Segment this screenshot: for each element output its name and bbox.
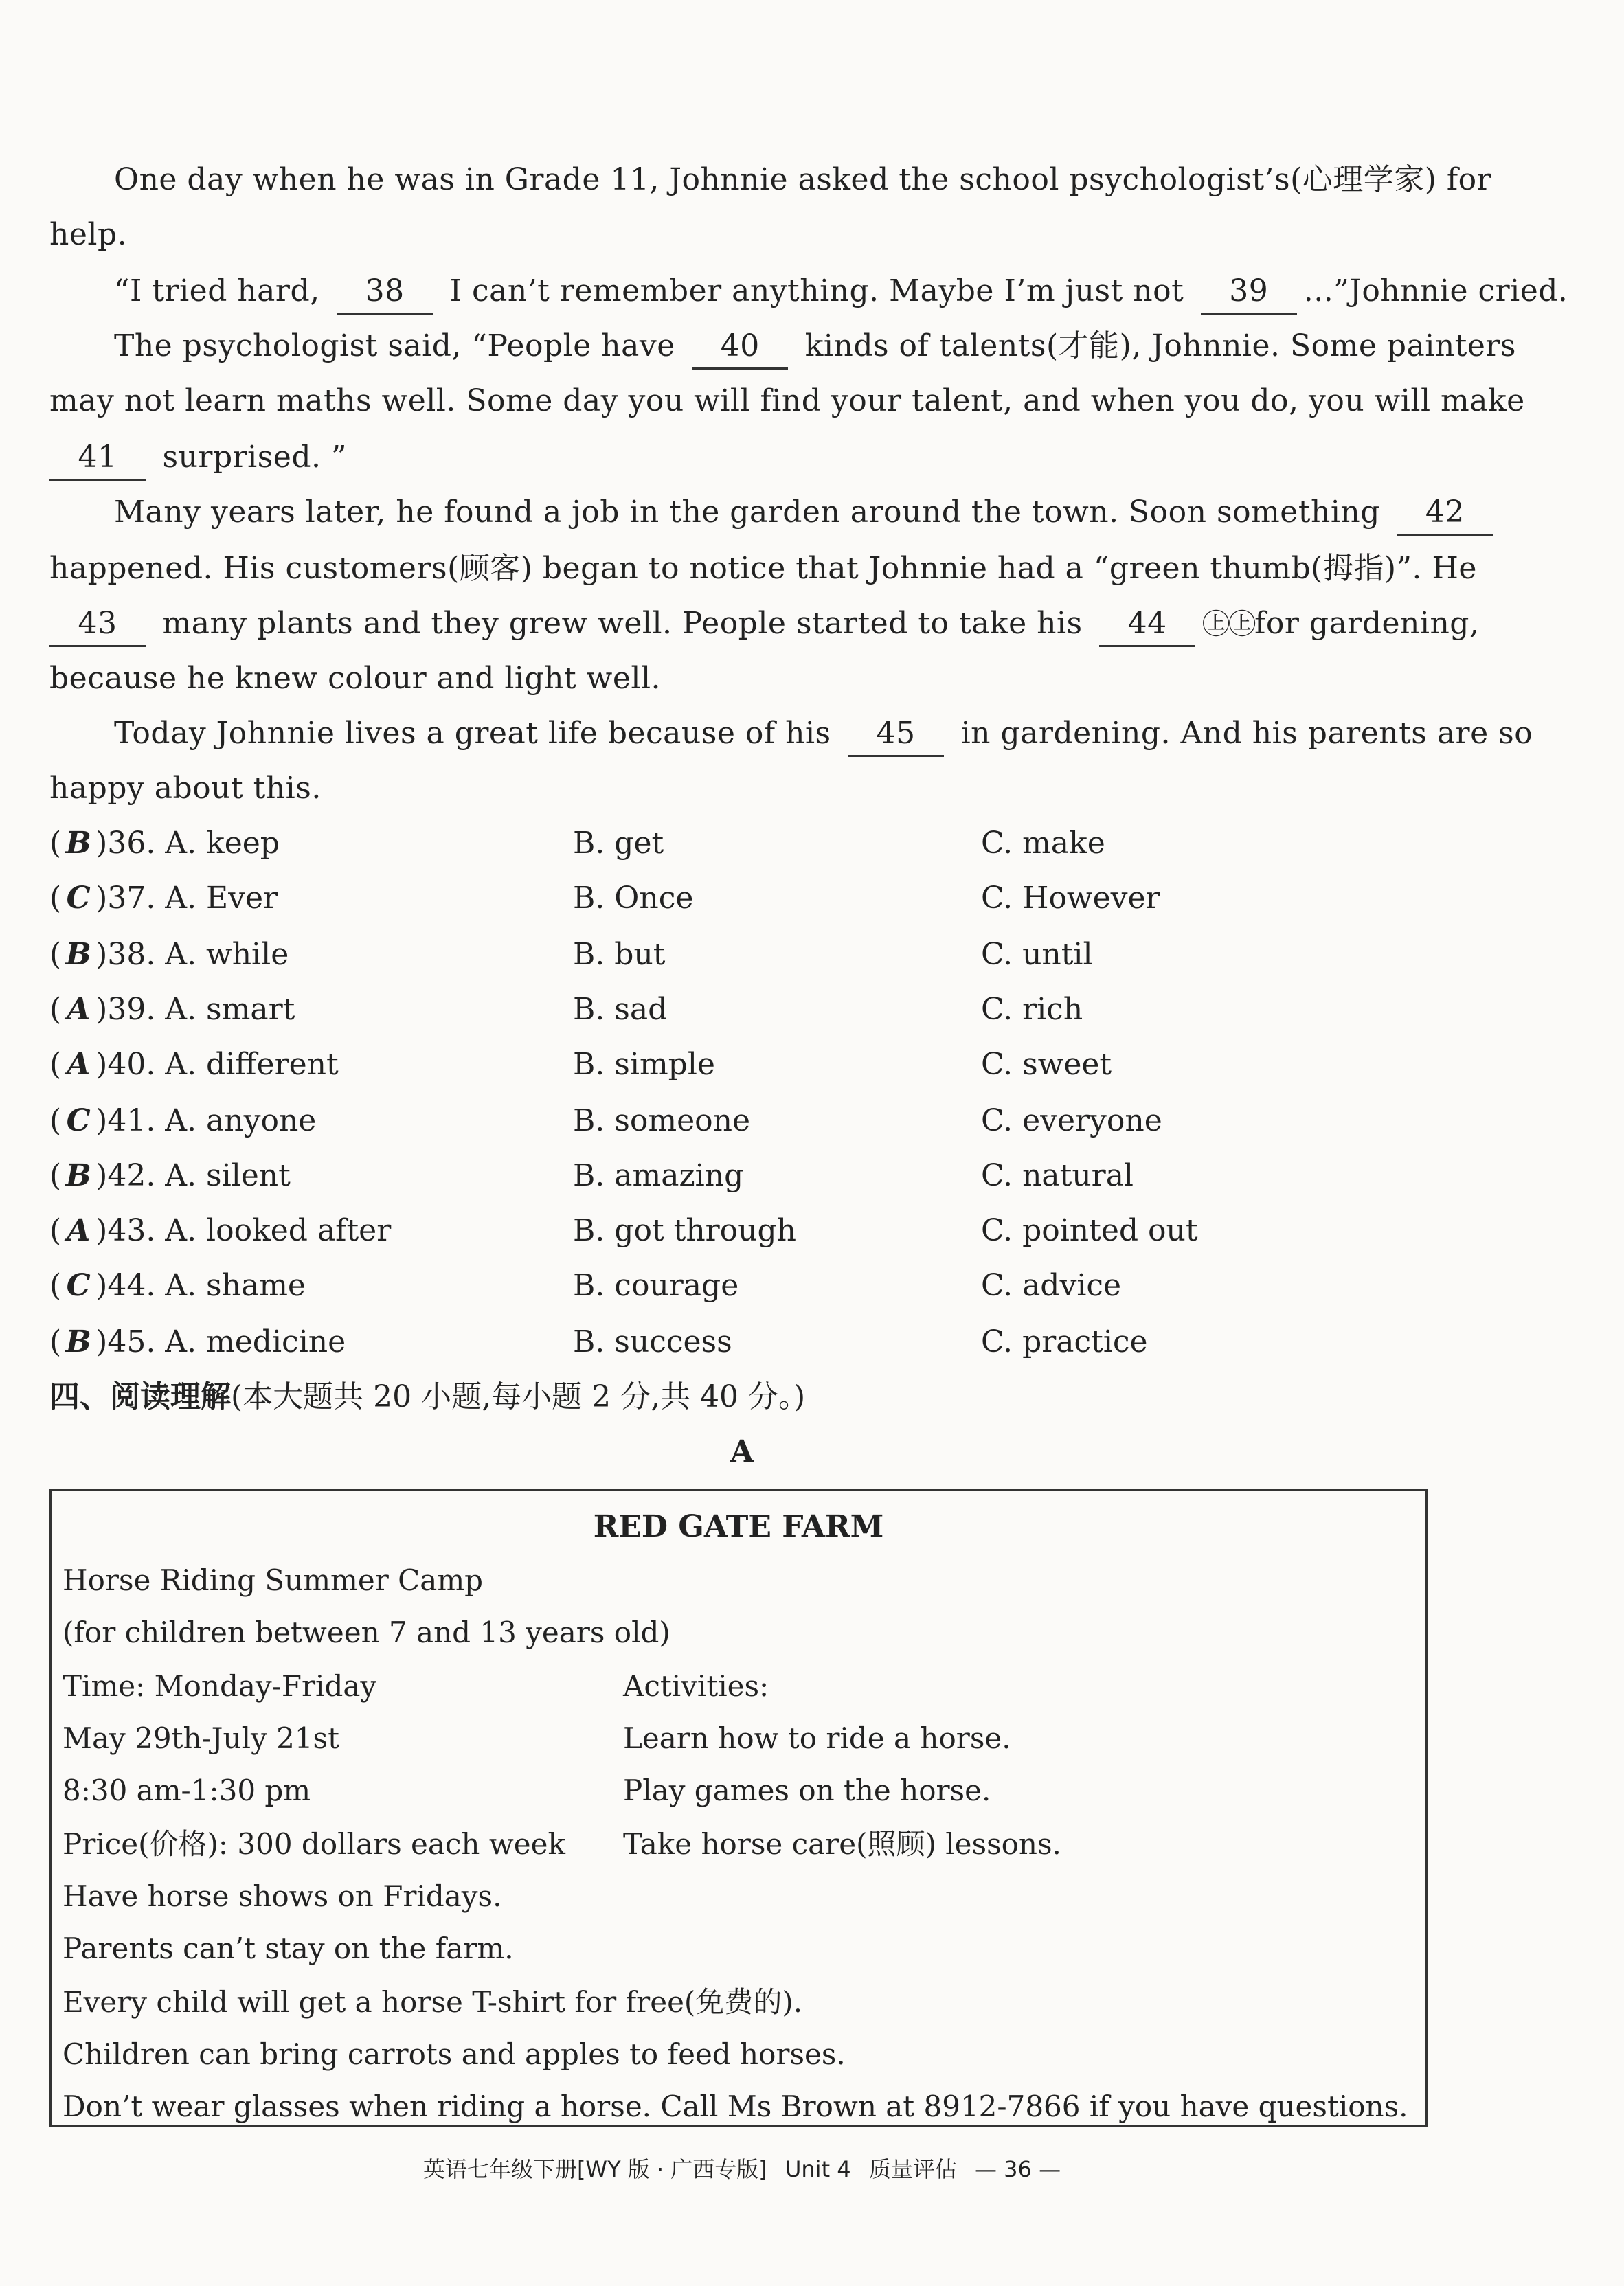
footer-unit: Unit 4 — [785, 2156, 851, 2182]
option-a: )37. A. Ever — [95, 881, 278, 916]
ad-activity: Learn how to ride a horse. — [623, 1721, 1011, 1755]
option-b: B. get — [573, 826, 664, 861]
ad-activity: Take horse care(照顾) lessons. — [623, 1827, 1061, 1861]
ad-note: Parents can’t stay on the farm. — [63, 1932, 514, 1965]
ad-note: Have horse shows on Fridays. — [63, 1879, 502, 1913]
passage-text: ...”Johnnie cried. — [1303, 273, 1568, 308]
answer-letter: B — [65, 1324, 91, 1359]
option-a: )44. A. shame — [95, 1268, 306, 1303]
passage-line — [49, 541, 1477, 596]
passage-text: kinds of talents(才能), Johnnie. Some painters — [804, 328, 1516, 363]
option-a: )41. A. anyone — [95, 1103, 317, 1138]
question-stem: ( A )39. A. smart — [49, 982, 295, 1037]
question-stem: ( C )37. A. Ever — [49, 871, 278, 926]
passage-text: surprised. ” — [162, 440, 347, 475]
passage-text: One day when he was in Grade 11, Johnnie asked the school psychologist’s(心理学家) for — [114, 162, 1492, 197]
question-stem: ( B )36. A. keep — [49, 816, 280, 871]
passage-text: The psychologist said, “People have — [114, 328, 675, 363]
question-stem: ( A )40. A. different — [49, 1037, 339, 1092]
passage-text: “I tried hard, — [114, 273, 320, 308]
option-b: B. Once — [573, 881, 694, 916]
passage-text: happened. His customers(顾客) began to notice that Johnnie had a “green thumb(拇指)”. He — [49, 551, 1477, 586]
passage-text: in gardening. And his parents are so — [960, 716, 1533, 751]
option-c: C. natural — [981, 1158, 1134, 1193]
passage-line — [114, 485, 1500, 540]
footer-book: 英语七年级下册[WY 版 · 广西专版] — [422, 2156, 767, 2182]
answer-letter: B — [65, 937, 91, 972]
question-stem: ( B )42. A. silent — [49, 1148, 291, 1203]
option-b: B. sad — [573, 992, 668, 1027]
ad-note: Every child will get a horse T-shirt for free(免费的). — [63, 1985, 803, 2019]
option-c: C. pointed out — [981, 1213, 1198, 1248]
passage-line — [49, 761, 322, 816]
ad-price: Price(价格): 300 dollars each week — [63, 1827, 565, 1861]
blank-42: 42 — [1397, 491, 1493, 536]
option-c: C. make — [981, 826, 1105, 861]
option-a: )38. A. while — [95, 937, 289, 972]
answer-letter: C — [66, 1268, 91, 1303]
option-b: B. someone — [573, 1103, 751, 1138]
passage-line — [114, 706, 1533, 761]
answer-letter: C — [66, 1103, 91, 1138]
option-c: C. until — [981, 937, 1093, 972]
section-title: 四、阅读理解 — [49, 1379, 231, 1414]
passage-text: may not learn maths well. Some day you will find your talent, and when you do, you will make — [49, 383, 1525, 418]
option-a: )36. A. keep — [95, 826, 280, 861]
passage-line — [114, 152, 1491, 207]
ad-dates: May 29th-July 21st — [63, 1721, 339, 1755]
passage-line — [49, 374, 1525, 429]
option-c: C. However — [981, 881, 1160, 916]
answer-letter: A — [67, 992, 91, 1027]
option-c: C. practice — [981, 1324, 1148, 1359]
option-c: C. everyone — [981, 1103, 1162, 1138]
option-a: )42. A. silent — [95, 1158, 291, 1193]
ad-line: Horse Riding Summer Camp — [63, 1563, 484, 1597]
passage-text: many plants and they grew well. People started to take his — [162, 606, 1083, 641]
option-b: B. but — [573, 937, 666, 972]
answer-letter: A — [67, 1213, 91, 1248]
ad-hours: 8:30 am-1:30 pm — [63, 1774, 311, 1807]
option-a: )40. A. different — [95, 1047, 339, 1082]
option-c: C. sweet — [981, 1047, 1112, 1082]
blank-41: 41 — [49, 436, 146, 481]
blank-38: 38 — [337, 270, 433, 315]
ad-time: Time: Monday-Friday — [63, 1669, 377, 1703]
blank-39: 39 — [1201, 270, 1297, 315]
option-a: )39. A. smart — [95, 992, 295, 1027]
passage-text: Today Johnnie lives a great life because of his — [114, 716, 831, 751]
passage-line — [114, 264, 1568, 319]
ad-activity: Play games on the horse. — [623, 1774, 991, 1807]
passage-text: happy about this. — [49, 771, 322, 806]
footer-label: 质量评估 — [868, 2156, 957, 2182]
blank-45: 45 — [848, 712, 944, 757]
passage-text: for gardening, — [1254, 606, 1480, 641]
passage-line — [49, 207, 127, 262]
answer-letter: C — [66, 881, 91, 916]
option-b: B. courage — [573, 1268, 739, 1303]
question-stem: ( C )41. A. anyone — [49, 1094, 316, 1148]
blank-40: 40 — [692, 325, 788, 370]
answer-letter: B — [65, 826, 91, 861]
correction-mark: ㊤㊤ — [1202, 609, 1255, 640]
question-stem: ( B )38. A. while — [49, 927, 289, 982]
section-heading — [49, 1370, 805, 1425]
passage-text: help. — [49, 217, 128, 252]
section-note: (本大题共 20 小题,每小题 2 分,共 40 分。) — [231, 1379, 806, 1414]
passage-line — [49, 430, 347, 485]
passage-line — [49, 596, 1479, 652]
option-b: B. got through — [573, 1213, 797, 1248]
passage-line — [49, 651, 661, 706]
option-c: C. rich — [981, 992, 1083, 1027]
ad-note: Don’t wear glasses when riding a horse. Call Ms Brown at 8912-7866 if you have questions. — [63, 2090, 1408, 2123]
page-footer — [0, 2149, 1484, 2190]
passage-label: A — [730, 1434, 754, 1469]
blank-44: 44 — [1099, 602, 1195, 647]
option-a: )43. A. looked after — [95, 1213, 392, 1248]
passage-text: because he knew colour and light well. — [49, 661, 661, 696]
ad-box — [49, 1489, 1428, 2127]
option-a: )45. A. medicine — [95, 1324, 346, 1359]
option-b: B. simple — [573, 1047, 715, 1082]
passage-line — [114, 319, 1516, 374]
ad-line: (for children between 7 and 13 years old) — [63, 1616, 670, 1649]
option-b: B. success — [573, 1324, 732, 1359]
ad-title: RED GATE FARM — [593, 1509, 884, 1544]
option-b: B. amazing — [573, 1158, 744, 1193]
passage-text: I can’t remember anything. Maybe I’m just not — [449, 273, 1184, 308]
option-c: C. advice — [981, 1268, 1122, 1303]
ad-activities-title: Activities: — [623, 1669, 769, 1703]
question-stem: ( B )45. A. medicine — [49, 1315, 346, 1370]
answer-letter: A — [67, 1047, 91, 1082]
page-number: — 36 — — [975, 2156, 1061, 2182]
question-stem: ( C )44. A. shame — [49, 1258, 306, 1313]
blank-43: 43 — [49, 602, 146, 647]
passage-text: Many years later, he found a job in the garden around the town. Soon something — [114, 495, 1380, 530]
answer-letter: B — [65, 1158, 91, 1193]
ad-note: Children can bring carrots and apples to feed horses. — [63, 2037, 846, 2071]
question-stem: ( A )43. A. looked after — [49, 1203, 391, 1258]
